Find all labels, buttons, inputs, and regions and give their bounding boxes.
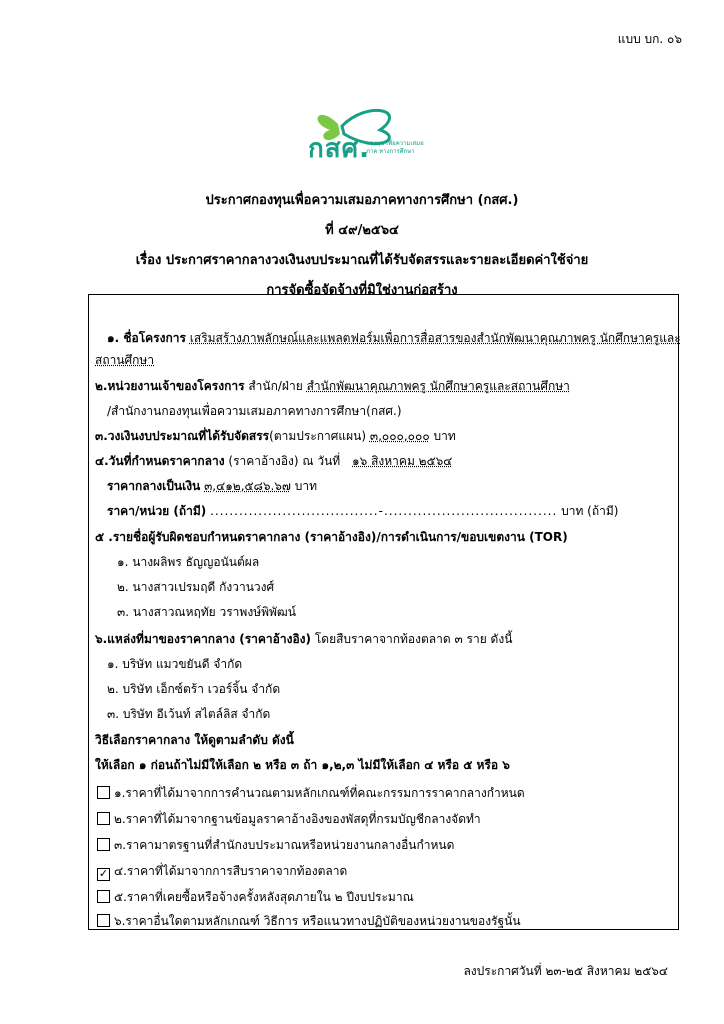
option-row-1 (97, 784, 525, 803)
project-value: เสริมสร้างภาพลักษณ์และแพลตฟอร์มเพื่อการสื่อสารของสำนักพัฒนาคุณภาพครู นักศึกษาครูและ (189, 331, 681, 345)
agency-row (95, 377, 570, 396)
agency-prefix: สำนัก/ฝ่าย (248, 379, 303, 393)
date-note: (ราคาอ้างอิง) ณ วันที่ (228, 454, 341, 468)
option-1-checkbox[interactable] (97, 786, 110, 799)
option-2-checkbox[interactable] (97, 812, 110, 825)
price-row (107, 477, 317, 496)
committee-member-3: ๓. นางสาวณหฤทัย วราพงษ์พิพัฒน์ (117, 605, 296, 619)
option-row-6 (97, 912, 521, 931)
option-4-checkbox[interactable]: ✓ (98, 867, 109, 880)
method-rule: ให้เลือก ๑ ก่อนถ้าไม่มีให้เลือก ๒ หรือ ๓ ถ้า ๑,๒,๓ ไม่มีให้เลือก ๔ หรือ ๕ หรือ ๖ (95, 758, 510, 772)
agency-label: ๒.หน่วยงานเจ้าของโครงการ (95, 379, 245, 393)
project-label: ๑. ชื่อโครงการ (107, 331, 186, 345)
option-row-2 (97, 810, 481, 829)
project-row-2 (95, 351, 154, 370)
price-unit: บาท (294, 479, 318, 493)
budget-unit: บาท (433, 429, 456, 443)
option-1-text: ๑.ราคาที่ได้มาจากการคำนวณตามหลักเกณฑ์ที่คณะกรรมการราคากลางกำหนด (114, 786, 525, 800)
project-value-2: สถานศึกษา (95, 353, 155, 367)
announcement-header (0, 186, 724, 306)
budget-value: ๓,๐๐๐,๐๐๐ (369, 429, 430, 443)
committee-label: ๕ .รายชื่อผู้รับผิดชอบกำหนดราคากลาง (ราคาอ้างอิง)/การดำเนินการ/ขอบเขตงาน (TOR) (95, 530, 568, 544)
price-label: ราคากลางเป็นเงิน (107, 479, 201, 493)
option-row-5 (97, 888, 414, 907)
header-line-4: การจัดซื้อจัดจ้างที่มิใช่งานก่อสร้าง (266, 283, 458, 298)
project-row (107, 329, 681, 348)
agency-value: สำนักพัฒนาคุณภาพครู นักศึกษาครูและสถานศึกษา (306, 379, 570, 393)
option-3-text: ๓.ราคามาตรฐานที่สำนักงบประมาณหรือหน่วยงานกลางอื่นกำหนด (114, 838, 455, 852)
details-box (88, 294, 679, 930)
date-row (95, 452, 452, 471)
option-5-text: ๕.ราคาที่เคยซื้อหรือจ้างครั้งหลังสุดภายใน ๒ ปีงบประมาณ (114, 890, 414, 904)
unit-price-label: ราคา/หน่วย (ถ้ามี) (107, 504, 207, 518)
unit-price-dots: ...................................-.................................... (210, 504, 558, 518)
method-title: วิธีเลือกราคากลาง ให้ดูตามลำดับ ดังนี้ (95, 733, 294, 747)
announcement-date: ลงประกาศวันที่ ๒๓-๒๕ สิงหาคม ๒๕๖๔ (463, 964, 668, 978)
unit-price-row (107, 502, 618, 521)
price-value: ๓,๔๑๒,๕๘๖.๖๗ (204, 479, 291, 493)
option-6-checkbox[interactable] (97, 914, 110, 927)
form-code: แบบ บก. ๐๖ (617, 32, 682, 46)
logo-text: กสศ. (308, 134, 370, 164)
date-label: ๔.วันที่กำหนดราคากลาง (95, 454, 225, 468)
logo-subtitle: กองทุน เพื่อความเสมอภาค ทางการศึกษา (366, 140, 424, 155)
option-4-text: ๔.ราคาที่ได้มาจากการสืบราคาจากท้องตลาด (114, 864, 348, 878)
unit-price-unit: บาท (ถ้ามี) (561, 504, 619, 518)
header-line-1: ประกาศกองทุนเพื่อความเสมอภาคทางการศึกษา (กสศ.) (205, 193, 519, 208)
option-3-checkbox[interactable] (97, 838, 110, 851)
budget-row (95, 427, 456, 446)
option-row-3 (97, 836, 454, 855)
source-note: โดยสืบราคาจากท้องตลาด ๓ ราย ดังนี้ (314, 632, 513, 646)
date-value: ๑๖ สิงหาคม ๒๕๖๔ (352, 454, 453, 468)
agency-row-2: /สำนักงานกองทุนเพื่อความเสมอภาคทางการศึกษา(กสศ.) (107, 404, 402, 418)
budget-note: (ตามประกาศแผน) (269, 429, 367, 443)
budget-label: ๓.วงเงินงบประมาณที่ได้รับจัดสรร (95, 429, 270, 443)
header-line-3: เรื่อง ประกาศราคากลางวงเงินงบประมาณที่ได้รับจัดสรรและรายละเอียดค่าใช้จ่าย (135, 253, 589, 268)
committee-member-2: ๒. นางสาวเปรมฤดี กังวานวงศ์ (117, 580, 275, 594)
option-row-4 (97, 862, 347, 881)
source-item-2: ๒. บริษัท เอ็กซ์ตร้า เวอร์จิ้น จำกัด (107, 682, 281, 696)
option-5-checkbox[interactable] (97, 890, 110, 903)
header-line-2: ที่ ๔๙/๒๕๖๔ (325, 223, 399, 238)
source-item-1: ๑. บริษัท แมวขยันดี จำกัด (107, 657, 243, 671)
source-item-3: ๓. บริษัท อีเว้นท์ สไตล์ลิส จำกัด (107, 707, 271, 721)
option-6-text: ๖.ราคาอื่นใดตามหลักเกณฑ์ วิธีการ หรือแนวทางปฏิบัติของหน่วยงานของรัฐนั้น (114, 914, 521, 928)
source-label: ๖.แหล่งที่มาของราคากลาง (ราคาอ้างอิง) (95, 632, 311, 646)
option-2-text: ๒.ราคาที่ได้มาจากฐานข้อมูลราคาอ้างอิงของพัสดุที่กรมบัญชีกลางจัดทำ (114, 812, 481, 826)
committee-member-1: ๑. นางผลิพร ธัญญอนันต์ผล (117, 555, 260, 569)
source-row (95, 630, 512, 649)
